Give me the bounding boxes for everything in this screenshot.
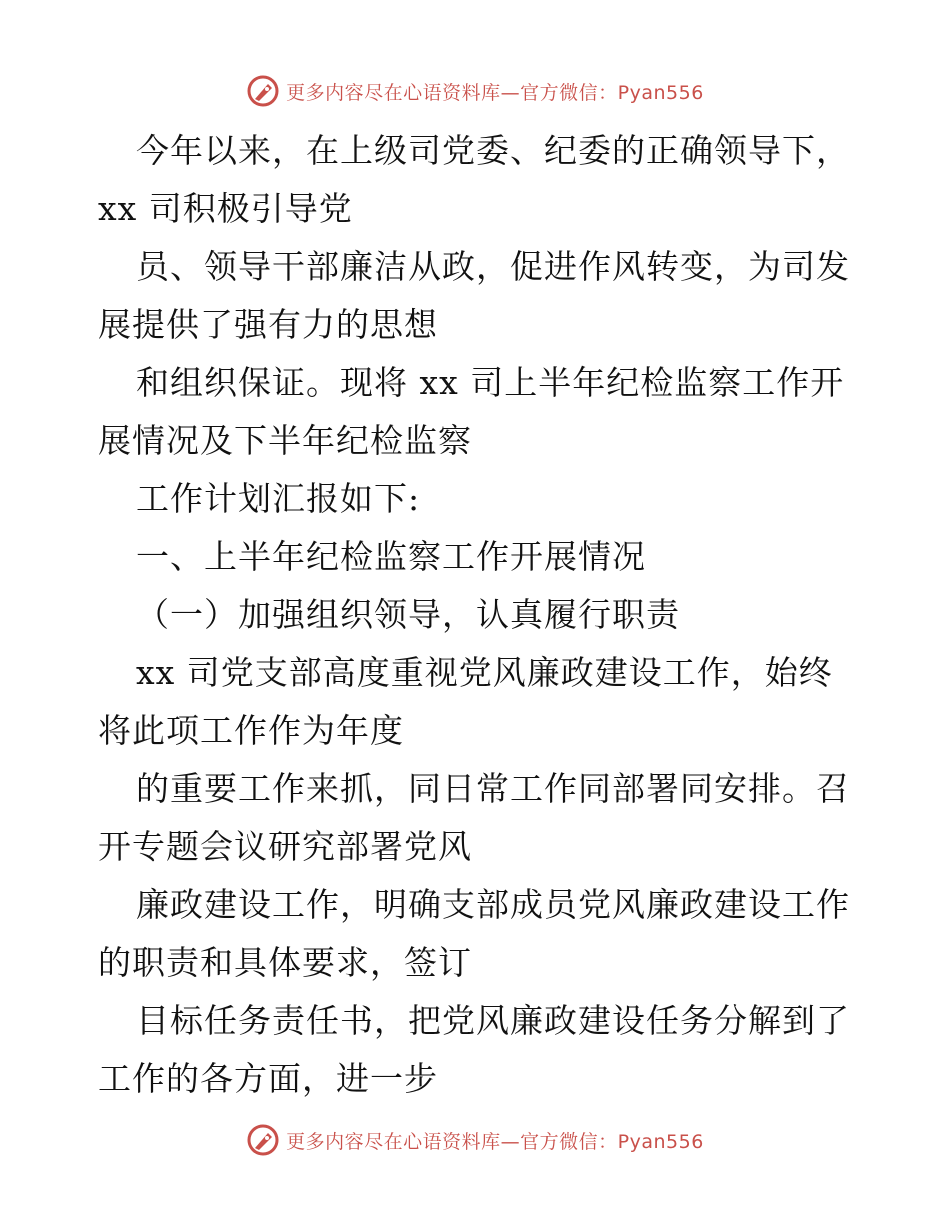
- paragraph-line: 的职责和具体要求，签订: [98, 943, 472, 982]
- watermark-text: 更多内容尽在心语资料库—官方微信：Pyan556: [286, 1130, 704, 1153]
- paragraph-line: 廉政建设工作，明确支部成员党风廉政建设工作: [136, 885, 850, 924]
- header-watermark: [0, 71, 950, 111]
- paragraph-line: 开专题会议研究部署党风: [98, 827, 472, 866]
- section-heading: 一、上半年纪检监察工作开展情况: [136, 537, 646, 576]
- paragraph-line: 今年以来，在上级司党委、纪委的正确领导下，: [136, 131, 850, 170]
- paragraph-line: 员、领导干部廉洁从政，促进作风转变，为司发: [136, 247, 850, 286]
- paragraph-line: 的重要工作来抓，同日常工作同部署同安排。召: [136, 769, 850, 808]
- paragraph-line: xx 司党支部高度重视党风廉政建设工作，始终: [136, 653, 833, 692]
- paragraph-line: 展情况及下半年纪检监察: [98, 421, 472, 460]
- paragraph-line: xx 司积极引导党: [98, 189, 353, 228]
- footer-watermark: [0, 1120, 950, 1160]
- watermark-text: 更多内容尽在心语资料库—官方微信：Pyan556: [286, 81, 704, 104]
- paragraph-line: 将此项工作作为年度: [98, 711, 404, 750]
- paragraph-line: 展提供了强有力的思想: [98, 305, 438, 344]
- pen-nib-logo-icon: [246, 74, 280, 108]
- document-body: [98, 122, 858, 1108]
- paragraph-line: 工作的各方面，进一步: [98, 1059, 438, 1098]
- paragraph-line: 目标任务责任书，把党风廉政建设任务分解到了: [136, 1001, 850, 1040]
- pen-nib-logo-icon: [246, 1123, 280, 1157]
- paragraph-line: 工作计划汇报如下:: [136, 479, 421, 518]
- paragraph-line: 和组织保证。现将 xx 司上半年纪检监察工作开: [136, 363, 845, 402]
- subsection-heading: （一）加强组织领导，认真履行职责: [136, 595, 680, 634]
